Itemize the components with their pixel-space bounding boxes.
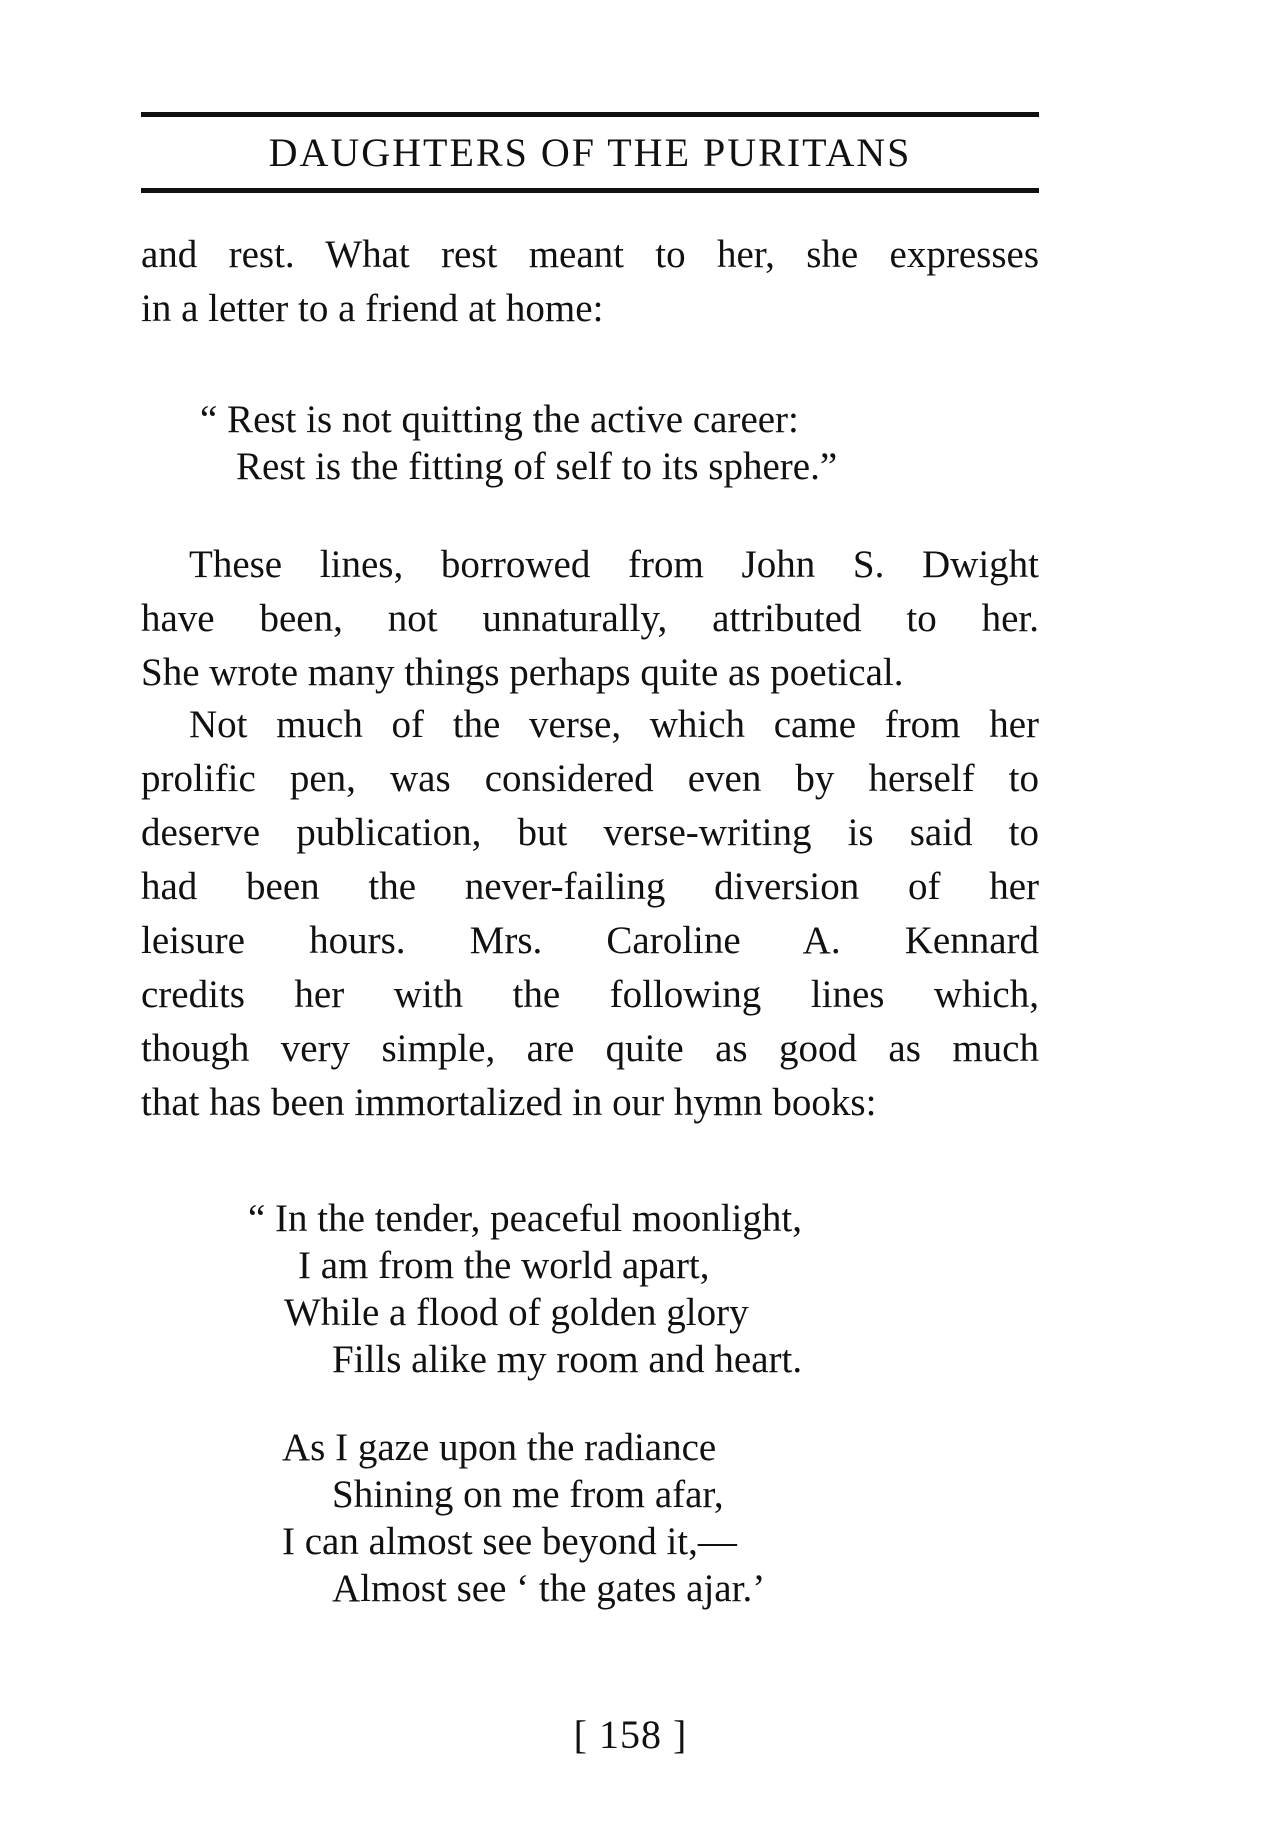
paragraph-line: She wrote many things perhaps quite as poetical.: [141, 651, 904, 694]
poem-line: While a flood of golden glory: [284, 1291, 749, 1334]
paragraph-line: These lines, borrowed from John S. Dwight: [189, 543, 1039, 586]
paragraph-line: that has been immortalized in our hymn books:: [141, 1081, 877, 1124]
paragraph-3: [141, 698, 1039, 1130]
paragraph-2: [141, 538, 1039, 700]
poem-line: Almost see ‘ the gates ajar.’: [332, 1567, 766, 1610]
poem-line: “ In the tender, peaceful moonlight,: [248, 1197, 802, 1240]
paragraph-line: deserve publication, but verse-writing is said to: [141, 811, 1039, 854]
paragraph-line: though very simple, are quite as good as much: [141, 1027, 1039, 1070]
paragraph-line: credits her with the following lines which,: [141, 973, 1039, 1016]
poem-line: Shining on me from afar,: [332, 1473, 724, 1516]
paragraph-line: and rest. What rest meant to her, she expresses: [141, 233, 1039, 276]
paragraph-line: Not much of the verse, which came from her: [189, 703, 1039, 746]
paragraph-line: had been the never-failing diversion of her: [141, 865, 1039, 908]
quotation-line: Rest is the fitting of self to its sphere.”: [236, 445, 838, 488]
paragraph-line: leisure hours. Mrs. Caroline A. Kennard: [141, 919, 1039, 962]
header-rule-top: [141, 112, 1039, 117]
poem-stanza-1: [248, 1195, 802, 1383]
poem-stanza-2: [282, 1424, 765, 1612]
paragraph-line: in a letter to a friend at home:: [141, 287, 604, 330]
running-head: DAUGHTERS OF THE PURITANS: [268, 130, 912, 175]
header-rule-bottom: [141, 188, 1039, 193]
poem-line: I am from the world apart,: [298, 1244, 710, 1287]
paragraph-line: have been, not unnaturally, attributed to her.: [141, 597, 1039, 640]
quotation-line: “ Rest is not quitting the active career:: [200, 398, 799, 441]
page-number: [ 158 ]: [573, 1712, 688, 1757]
quotation: [200, 396, 837, 490]
paragraph-line: prolific pen, was considered even by herself to: [141, 757, 1039, 800]
poem-line: Fills alike my room and heart.: [332, 1338, 803, 1381]
paragraph-1: [141, 228, 1039, 336]
poem-line: I can almost see beyond it,—: [282, 1520, 737, 1563]
poem-line: As I gaze upon the radiance: [282, 1426, 717, 1469]
